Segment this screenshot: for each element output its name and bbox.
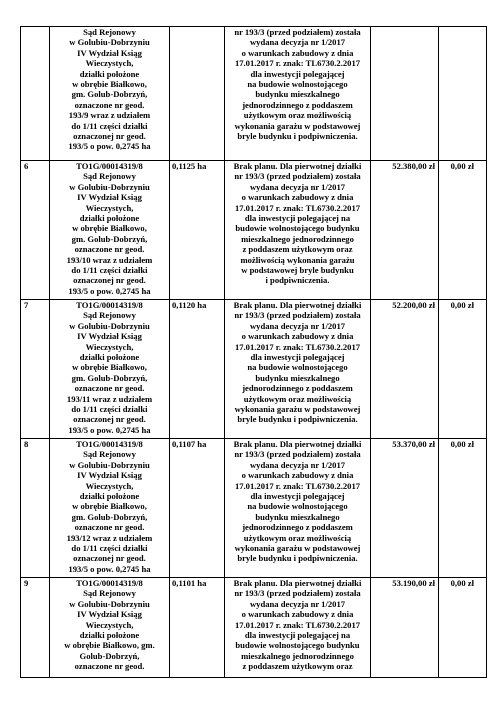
other-charges-cell: 0,00 zł: [439, 161, 487, 300]
zoning-plan-cell: Brak planu. Dla pierwotnej działki nr 193/3 (przed podziałem) została wydana decyzja nr 1/2017 o warunkach zabudowy z dnia 17.01.2017 r. znak: TL6730.2.2017 dla inwestycji polegającej na budowie wolnostojącego budynku mieszkalnego jednorodzinnego z poddaszem użytkowym oraz możliwością wykonania garażu w podstawowej bryle budynku i podpiwniczenia.: [225, 161, 371, 300]
other-charges-cell: 0,00 zł: [439, 300, 487, 439]
row-number-cell: 8: [21, 439, 50, 578]
zoning-plan-cell: Brak planu. Dla pierwotnej działki nr 193/3 (przed podziałem) została wydana decyzja nr 1/2017 o warunkach zabudowy z dnia 17.01.2017 r. znak: TL6730.2.2017 dla inwestycji polegającej na budowie wolnostojącego budynku mieszkalnego jednorodzinnego z poddaszem użytkowym oraz: [225, 578, 371, 678]
other-charges-cell: 0,00 zł: [439, 578, 487, 678]
land-register-cell: TO1G/00014319/8 Sąd Rejonowy w Golubiu-Dobrzyniu IV Wydział Ksiąg Wieczystych, działki położone w obrębie Białkowo, gm. Golub-Dobrzyń, oznaczone nr geod. 193/12 wraz z udziałem do 1/11 części działki oznaczonej nr geod. 193/5 o pow. 0,2745 ha: [50, 439, 170, 578]
row-number-cell: 9: [21, 578, 50, 678]
table-row: [21, 27, 487, 161]
table-row: [21, 578, 487, 678]
zoning-plan-cell: nr 193/3 (przed podziałem) została wydana decyzja nr 1/2017 o warunkach zabudowy z dnia 17.01.2017 r. znak: TL6730.2.2017 dla inwestycji polegającej na budowie wolnostojącego budynku mieszkalnego jednorodzinnego z poddaszem użytkowym oraz możliwością wykonania garażu w podstawowej bryle budynku i podpiwniczenia.: [225, 27, 371, 161]
price-cell: 52.200,00 zł: [371, 300, 439, 439]
table-row: [21, 439, 487, 578]
zoning-plan-cell: Brak planu. Dla pierwotnej działki nr 193/3 (przed podziałem) została wydana decyzja nr 1/2017 o warunkach zabudowy z dnia 17.01.2017 r. znak: TL6730.2.2017 dla inwestycji polegającej na budowie wolnostojącego budynku mieszkalnego jednorodzinnego z poddaszem użytkowym oraz możliwością wykonania garażu w podstawowej bryle budynku i podpiwniczenia.: [225, 300, 371, 439]
area-cell: 0,1125 ha: [170, 161, 225, 300]
area-cell: 0,1107 ha: [170, 439, 225, 578]
price-cell: [371, 27, 439, 161]
price-cell: 52.380,00 zł: [371, 161, 439, 300]
land-register-cell: TO1G/00014319/8 Sąd Rejonowy w Golubiu-Dobrzyniu IV Wydział Ksiąg Wieczystych, działki położone w obrębie Białkowo, gm. Golub-Dobrzyń, oznaczone nr geod. 193/11 wraz z udziałem do 1/11 części działki oznaczonej nr geod. 193/5 o pow. 0,2745 ha: [50, 300, 170, 439]
property-table: [20, 26, 487, 678]
land-register-cell: TO1G/00014319/8 Sąd Rejonowy w Golubiu-Dobrzyniu IV Wydział Ksiąg Wieczystych, działki położone w obrębie Białkowo, gm. Golub-Dobrzyń, oznaczone nr geod. 193/10 wraz z udziałem do 1/11 części działki oznaczonej nr geod. 193/5 o pow. 0,2745 ha: [50, 161, 170, 300]
other-charges-cell: 0,00 zł: [439, 439, 487, 578]
row-number-cell: 7: [21, 300, 50, 439]
row-number-cell: [21, 27, 50, 161]
area-cell: [170, 27, 225, 161]
table-row: [21, 161, 487, 300]
other-charges-cell: [439, 27, 487, 161]
land-register-cell: Sąd Rejonowy w Golubiu-Dobrzyniu IV Wydział Ksiąg Wieczystych, działki położone w obrębie Białkowo, gm. Golub-Dobrzyń, oznaczone nr geod. 193/9 wraz z udziałem do 1/11 części działki oznaczonej nr geod. 193/5 o pow. 0,2745 ha: [50, 27, 170, 161]
table-row: [21, 300, 487, 439]
zoning-plan-cell: Brak planu. Dla pierwotnej działki nr 193/3 (przed podziałem) została wydana decyzja nr 1/2017 o warunkach zabudowy z dnia 17.01.2017 r. znak: TL6730.2.2017 dla inwestycji polegającej na budowie wolnostojącego budynku mieszkalnego jednorodzinnego z poddaszem użytkowym oraz możliwością wykonania garażu w podstawowej bryle budynku i podpiwniczenia.: [225, 439, 371, 578]
land-register-cell: TO1G/00014319/8 Sąd Rejonowy w Golubiu-Dobrzyniu IV Wydział Ksiąg Wieczystych, działki położone w obrębie Białkowo, gm. Golub-Dobrzyń, oznaczone nr geod.: [50, 578, 170, 678]
price-cell: 53.370,00 zł: [371, 439, 439, 578]
row-number-cell: 6: [21, 161, 50, 300]
area-cell: 0,1120 ha: [170, 300, 225, 439]
area-cell: 0,1101 ha: [170, 578, 225, 678]
price-cell: 53.190,00 zł: [371, 578, 439, 678]
